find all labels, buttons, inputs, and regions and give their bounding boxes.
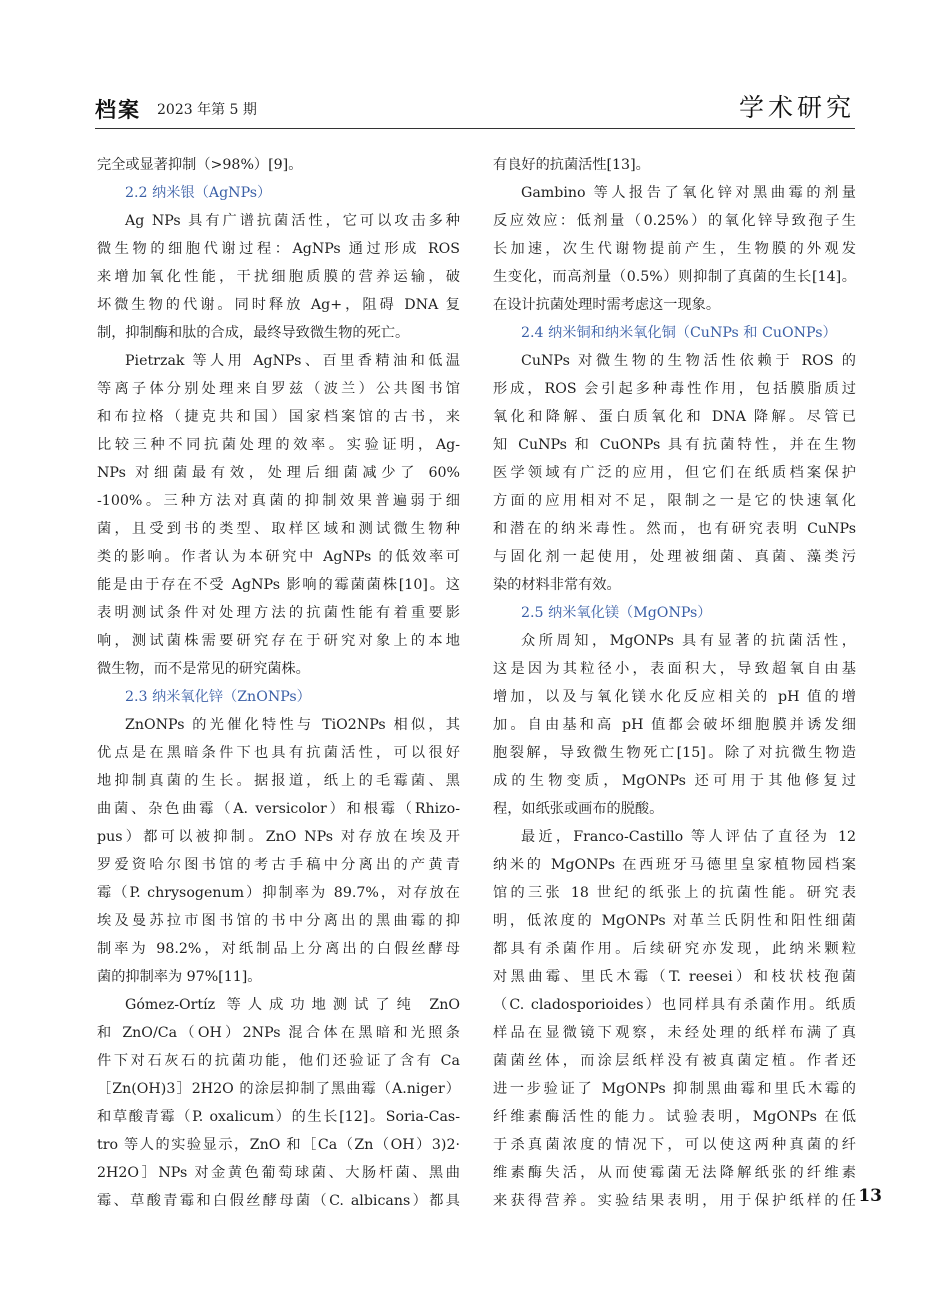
text-line: 表明测试条件对处理方法的抗菌性能有着重要影 bbox=[97, 605, 460, 621]
text-line: 维素酶失活，从而使霉菌无法降解纸张的纤维素 bbox=[493, 1165, 856, 1181]
section-heading: 2.2 纳米银（AgNPs） bbox=[125, 185, 272, 201]
text-line: Gómez-Ortíz 等人成功地测试了纯 ZnO bbox=[125, 997, 460, 1013]
text-line: 胞裂解，导致微生物死亡[15]。除了对抗微生物造 bbox=[493, 745, 856, 761]
text-line: 增加，以及与氧化镁水化反应相关的 pH 值的增 bbox=[493, 689, 856, 705]
text-line: 微生物的细胞代谢过程：AgNPs 通过形成 ROS bbox=[97, 241, 460, 257]
text-line: 知 CuNPs 和 CuONPs 具有抗菌特性，并在生物 bbox=[493, 437, 856, 453]
text-line: 医学领域有广泛的应用，但它们在纸质档案保护 bbox=[493, 465, 856, 481]
text-line: ZnONPs 的光催化特性与 TiO2NPs 相似，其 bbox=[125, 717, 460, 733]
page-number: 13 bbox=[858, 1186, 882, 1206]
text-line: Gambino 等人报告了氧化锌对黑曲霉的剂量 bbox=[521, 185, 856, 201]
text-line: 等离子体分别处理来自罗兹（波兰）公共图书馆 bbox=[97, 381, 460, 397]
text-line: 埃及曼苏拉市图书馆的书中分离出的黑曲霉的抑 bbox=[97, 913, 460, 929]
text-line: 对黑曲霉、里氏木霉（T. reesei）和枝状枝孢菌 bbox=[493, 969, 856, 985]
text-line: 都具有杀菌作用。后续研究亦发现，此纳米颗粒 bbox=[493, 941, 856, 957]
right-column bbox=[493, 151, 856, 1215]
text-line: -100%。三种方法对真菌的抑制效果普遍弱于细 bbox=[97, 493, 460, 509]
left-column bbox=[97, 151, 460, 1215]
text-line: 在设计抗菌处理时需考虑这一现象。 bbox=[493, 297, 721, 313]
text-line: pus）都可以被抑制。ZnO NPs 对存放在埃及开 bbox=[97, 829, 460, 845]
text-line: 优点是在黑暗条件下也具有抗菌活性，可以很好 bbox=[97, 745, 460, 761]
section-heading: 2.3 纳米氧化锌（ZnONPs） bbox=[125, 689, 311, 705]
text-line: 有良好的抗菌活性[13]。 bbox=[493, 157, 650, 173]
text-line: 霉、草酸青霉和白假丝酵母菌（C. albicans）都具 bbox=[97, 1193, 460, 1209]
text-line: 众所周知，MgONPs 具有显著的抗菌活性， bbox=[521, 633, 856, 649]
text-line: 来获得营养。实验结果表明，用于保护纸样的任 bbox=[493, 1193, 856, 1209]
text-line: 制，抑制酶和肽的合成，最终导致微生物的死亡。 bbox=[97, 325, 410, 341]
text-line: 类的影响。作者认为本研究中 AgNPs 的低效率可 bbox=[97, 549, 460, 565]
text-line: 和潜在的纳米毒性。然而，也有研究表明 CuNPs bbox=[493, 521, 856, 537]
text-line: 这是因为其粒径小，表面积大，导致超氧自由基 bbox=[493, 661, 856, 677]
text-line: 菌，且受到书的类型、取样区域和测试微生物种 bbox=[97, 521, 460, 537]
text-line: 菌菌丝体，而涂层纸样没有被真菌定植。作者还 bbox=[493, 1053, 856, 1069]
text-line: 能是由于存在不受 AgNPs 影响的霉菌菌株[10]。这 bbox=[97, 577, 460, 593]
text-line: 来增加氧化性能，干扰细胞质膜的营养运输，破 bbox=[97, 269, 460, 285]
text-line: 坏微生物的代谢。同时释放 Ag+，阻碍 DNA 复 bbox=[97, 297, 460, 313]
text-line: Pietrzak 等人用 AgNPs、百里香精油和低温 bbox=[125, 353, 460, 369]
text-line: 成的生物变质，MgONPs 还可用于其他修复过 bbox=[493, 773, 856, 789]
text-line: 反应效应：低剂量（0.25%）的氧化锌导致孢子生 bbox=[493, 213, 856, 229]
text-line: （C. cladosporioides）也同样具有杀菌作用。纸质 bbox=[493, 997, 856, 1013]
text-line: 地抑制真菌的生长。据报道，纸上的毛霉菌、黑 bbox=[97, 773, 460, 789]
text-line: 与固化剂一起使用，处理被细菌、真菌、藻类污 bbox=[493, 549, 856, 565]
text-line: 件下对石灰石的抗菌功能，他们还验证了含有 Ca bbox=[97, 1053, 460, 1069]
text-line: 染的材料非常有效。 bbox=[493, 577, 621, 593]
text-line: 制率为 98.2%，对纸制品上分离出的白假丝酵母 bbox=[97, 941, 460, 957]
text-line: 罗爱资哈尔图书馆的考古手稿中分离出的产黄青 bbox=[97, 857, 460, 873]
section-heading: 2.4 纳米铜和纳米氧化铜（CuNPs 和 CuONPs） bbox=[521, 325, 837, 341]
text-line: 于杀真菌浓度的情况下，可以使这两种真菌的纤 bbox=[493, 1137, 856, 1153]
text-line: CuNPs 对微生物的生物活性依赖于 ROS 的 bbox=[521, 353, 856, 369]
text-line: 响，测试菌株需要研究存在于研究对象上的本地 bbox=[97, 633, 460, 649]
section-heading: 2.5 纳米氧化镁（MgONPs） bbox=[521, 605, 712, 621]
text-line: 和布拉格（捷克共和国）国家档案馆的古书，来 bbox=[97, 409, 460, 425]
text-line: Ag NPs 具有广谱抗菌活性，它可以攻击多种 bbox=[125, 213, 460, 229]
text-line: 加。自由基和高 pH 值都会破坏细胞膜并诱发细 bbox=[493, 717, 856, 733]
text-line: ［Zn(OH)3］2H2O 的涂层抑制了黑曲霉（A.niger） bbox=[97, 1081, 460, 1097]
text-line: 霉（P. chrysogenum）抑制率为 89.7%，对存放在 bbox=[97, 885, 460, 901]
text-line: 菌的抑制率为 97%[11]。 bbox=[97, 969, 262, 985]
text-line: 形成，ROS 会引起多种毒性作用，包括膜脂质过 bbox=[493, 381, 856, 397]
text-line: 纳米的 MgONPs 在西班牙马德里皇家植物园档案 bbox=[493, 857, 856, 873]
text-line: 曲菌、杂色曲霉（A. versicolor）和根霉（Rhizo- bbox=[97, 801, 460, 817]
text-line: 微生物，而不是常见的研究菌株。 bbox=[97, 661, 310, 677]
text-line: 进一步验证了 MgONPs 抑制黑曲霉和里氏木霉的 bbox=[493, 1081, 856, 1097]
text-line: 方面的应用相对不足，限制之一是它的快速氧化 bbox=[493, 493, 856, 509]
text-line: 最近，Franco-Castillo 等人评估了直径为 12 bbox=[521, 829, 856, 845]
text-line: 纤维素酶活性的能力。试验表明，MgONPs 在低 bbox=[493, 1109, 856, 1125]
text-line: NPs 对细菌最有效，处理后细菌减少了 60% bbox=[97, 465, 460, 481]
text-line: 样品在显微镜下观察，未经处理的纸样布满了真 bbox=[493, 1025, 856, 1041]
text-line: 氧化和降解、蛋白质氧化和 DNA 降解。尽管已 bbox=[493, 409, 856, 425]
journal-logo: 档案 bbox=[95, 97, 141, 122]
page-header bbox=[95, 84, 855, 129]
text-line: 馆的三张 18 世纪的纸张上的抗菌性能。研究表 bbox=[493, 885, 856, 901]
text-line: 完全或显著抑制（>98%）[9]。 bbox=[97, 157, 303, 173]
text-line: 比较三种不同抗菌处理的效率。实验证明，Ag- bbox=[97, 437, 460, 453]
text-line: 2H2O］NPs 对金黄色葡萄球菌、大肠杆菌、黑曲 bbox=[97, 1165, 460, 1181]
section-title: 学术研究 bbox=[738, 93, 855, 122]
text-line: tro 等人的实验显示，ZnO 和［Ca（Zn（OH）3)2· bbox=[97, 1137, 460, 1153]
issue-label: 2023 年第 5 期 bbox=[157, 102, 257, 118]
text-line: 生变化，而高剂量（0.5%）则抑制了真菌的生长[14]。 bbox=[493, 269, 856, 285]
text-line: 和 ZnO/Ca（OH）2NPs 混合体在黑暗和光照条 bbox=[97, 1025, 460, 1041]
text-line: 明，低浓度的 MgONPs 对革兰氏阴性和阳性细菌 bbox=[493, 913, 856, 929]
text-line: 长加速，次生代谢物提前产生，生物膜的外观发 bbox=[493, 241, 856, 257]
text-line: 程，如纸张或画布的脱酸。 bbox=[493, 801, 664, 817]
text-line: 和草酸青霉（P. oxalicum）的生长[12]。Soria-Cas- bbox=[97, 1109, 460, 1125]
